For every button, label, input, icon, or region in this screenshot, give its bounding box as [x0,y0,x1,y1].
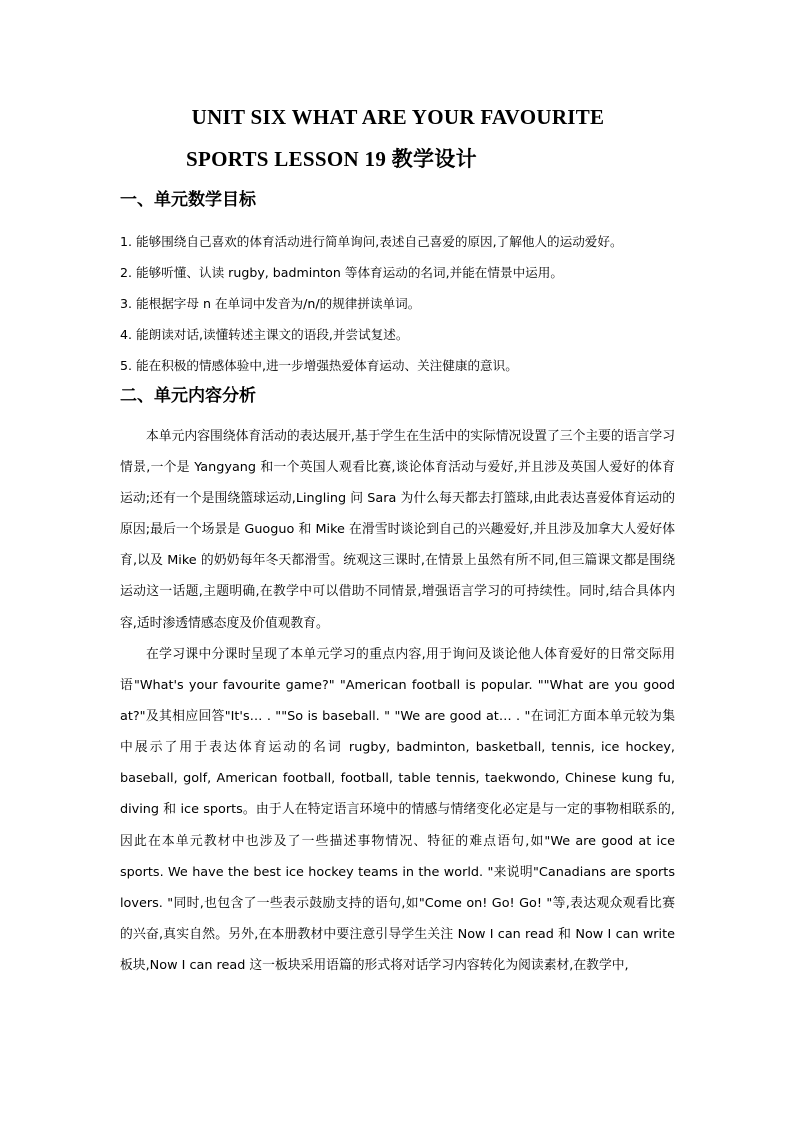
content-analysis-paragraph-2: 在学习课中分课时呈现了本单元学习的重点内容,用于询问及谈论他人体育爱好的日常交际用语"What's your favourite game?" "American football is popular. ""What are you good at?"及其相应回答"It's… . ""So is baseball. " "We are good at… . "在词汇方面本单元较为集中展示了用于表达体育运动的名词 rugby, badminton, basketball, tennis, ice hockey, baseball, golf, American football, football, table tennis, taekwondo, Chinese kung fu, diving 和 ice sports。由于人在特定语言环境中的情感与情绪变化必定是与一定的事物相联系的,因此在本单元教材中也涉及了一些描述事物情况、特征的难点语句,如"We are good at ice sports. We have the best ice hockey teams in the world. "来说明"Canadians are sports lovers. "同时,也包含了一些表示鼓励支持的语句,如"Come on! Go! Go! "等,表达观众观看比赛的兴奋,真实自然。另外,在本册教材中要注意引导学生关注 Now I can read 和 Now I can write 板块,Now I can read 这一板块采用语篇的形式将对话学习内容转化为阅读素材,在教学中, [120,647,675,973]
section-heading-content-analysis: 二、单元内容分析 [120,386,256,406]
document-title-line-1: UNIT SIX WHAT ARE YOUR FAVOURITE [191,105,605,129]
objective-item: 5. 能在积极的情感体验中,进一步增强热爱体育运动、关注健康的意识。 [120,358,518,373]
objective-item: 2. 能够听懂、认读 rugby, badminton 等体育运动的名词,并能在情景中运用。 [120,265,563,280]
objective-item: 3. 能根据字母 n 在单词中发音为/n/的规律拼读单词。 [120,296,421,311]
section-heading-objectives: 一、单元数学目标 [120,190,256,210]
objective-item: 4. 能朗读对话,读懂转述主课文的语段,并尝试复述。 [120,327,409,342]
document-title-line-2: SPORTS LESSON 19 教学设计 [186,147,477,171]
content-analysis-paragraph-1: 本单元内容围绕体育活动的表达展开,基于学生在生活中的实际情况设置了三个主要的语言学习情景,一个是 Yangyang 和一个英国人观看比赛,谈论体育活动与爱好,并且涉及英国人爱好的体育运动;还有一个是围绕篮球运动,Lingling 问 Sara 为什么每天都去打篮球,由此表达喜爱体育运动的原因;最后一个场景是 Guoguo 和 Mike 在滑雪时谈论到自己的兴趣爱好,并且涉及加拿大人爱好体育,以及 Mike 的奶奶每年冬天都滑雪。统观这三课时,在情景上虽然有所不同,但三篇课文都是围绕运动这一话题,主题明确,在教学中可以借助不同情景,增强语言学习的可持续性。同时,结合具体内容,适时渗透情感态度及价值观教育。 [120,429,675,631]
objective-item: 1. 能够围绕自己喜欢的体育活动进行简单询问,表述自己喜爱的原因,了解他人的运动爱好。 [120,234,623,249]
objectives-list [120,226,680,381]
